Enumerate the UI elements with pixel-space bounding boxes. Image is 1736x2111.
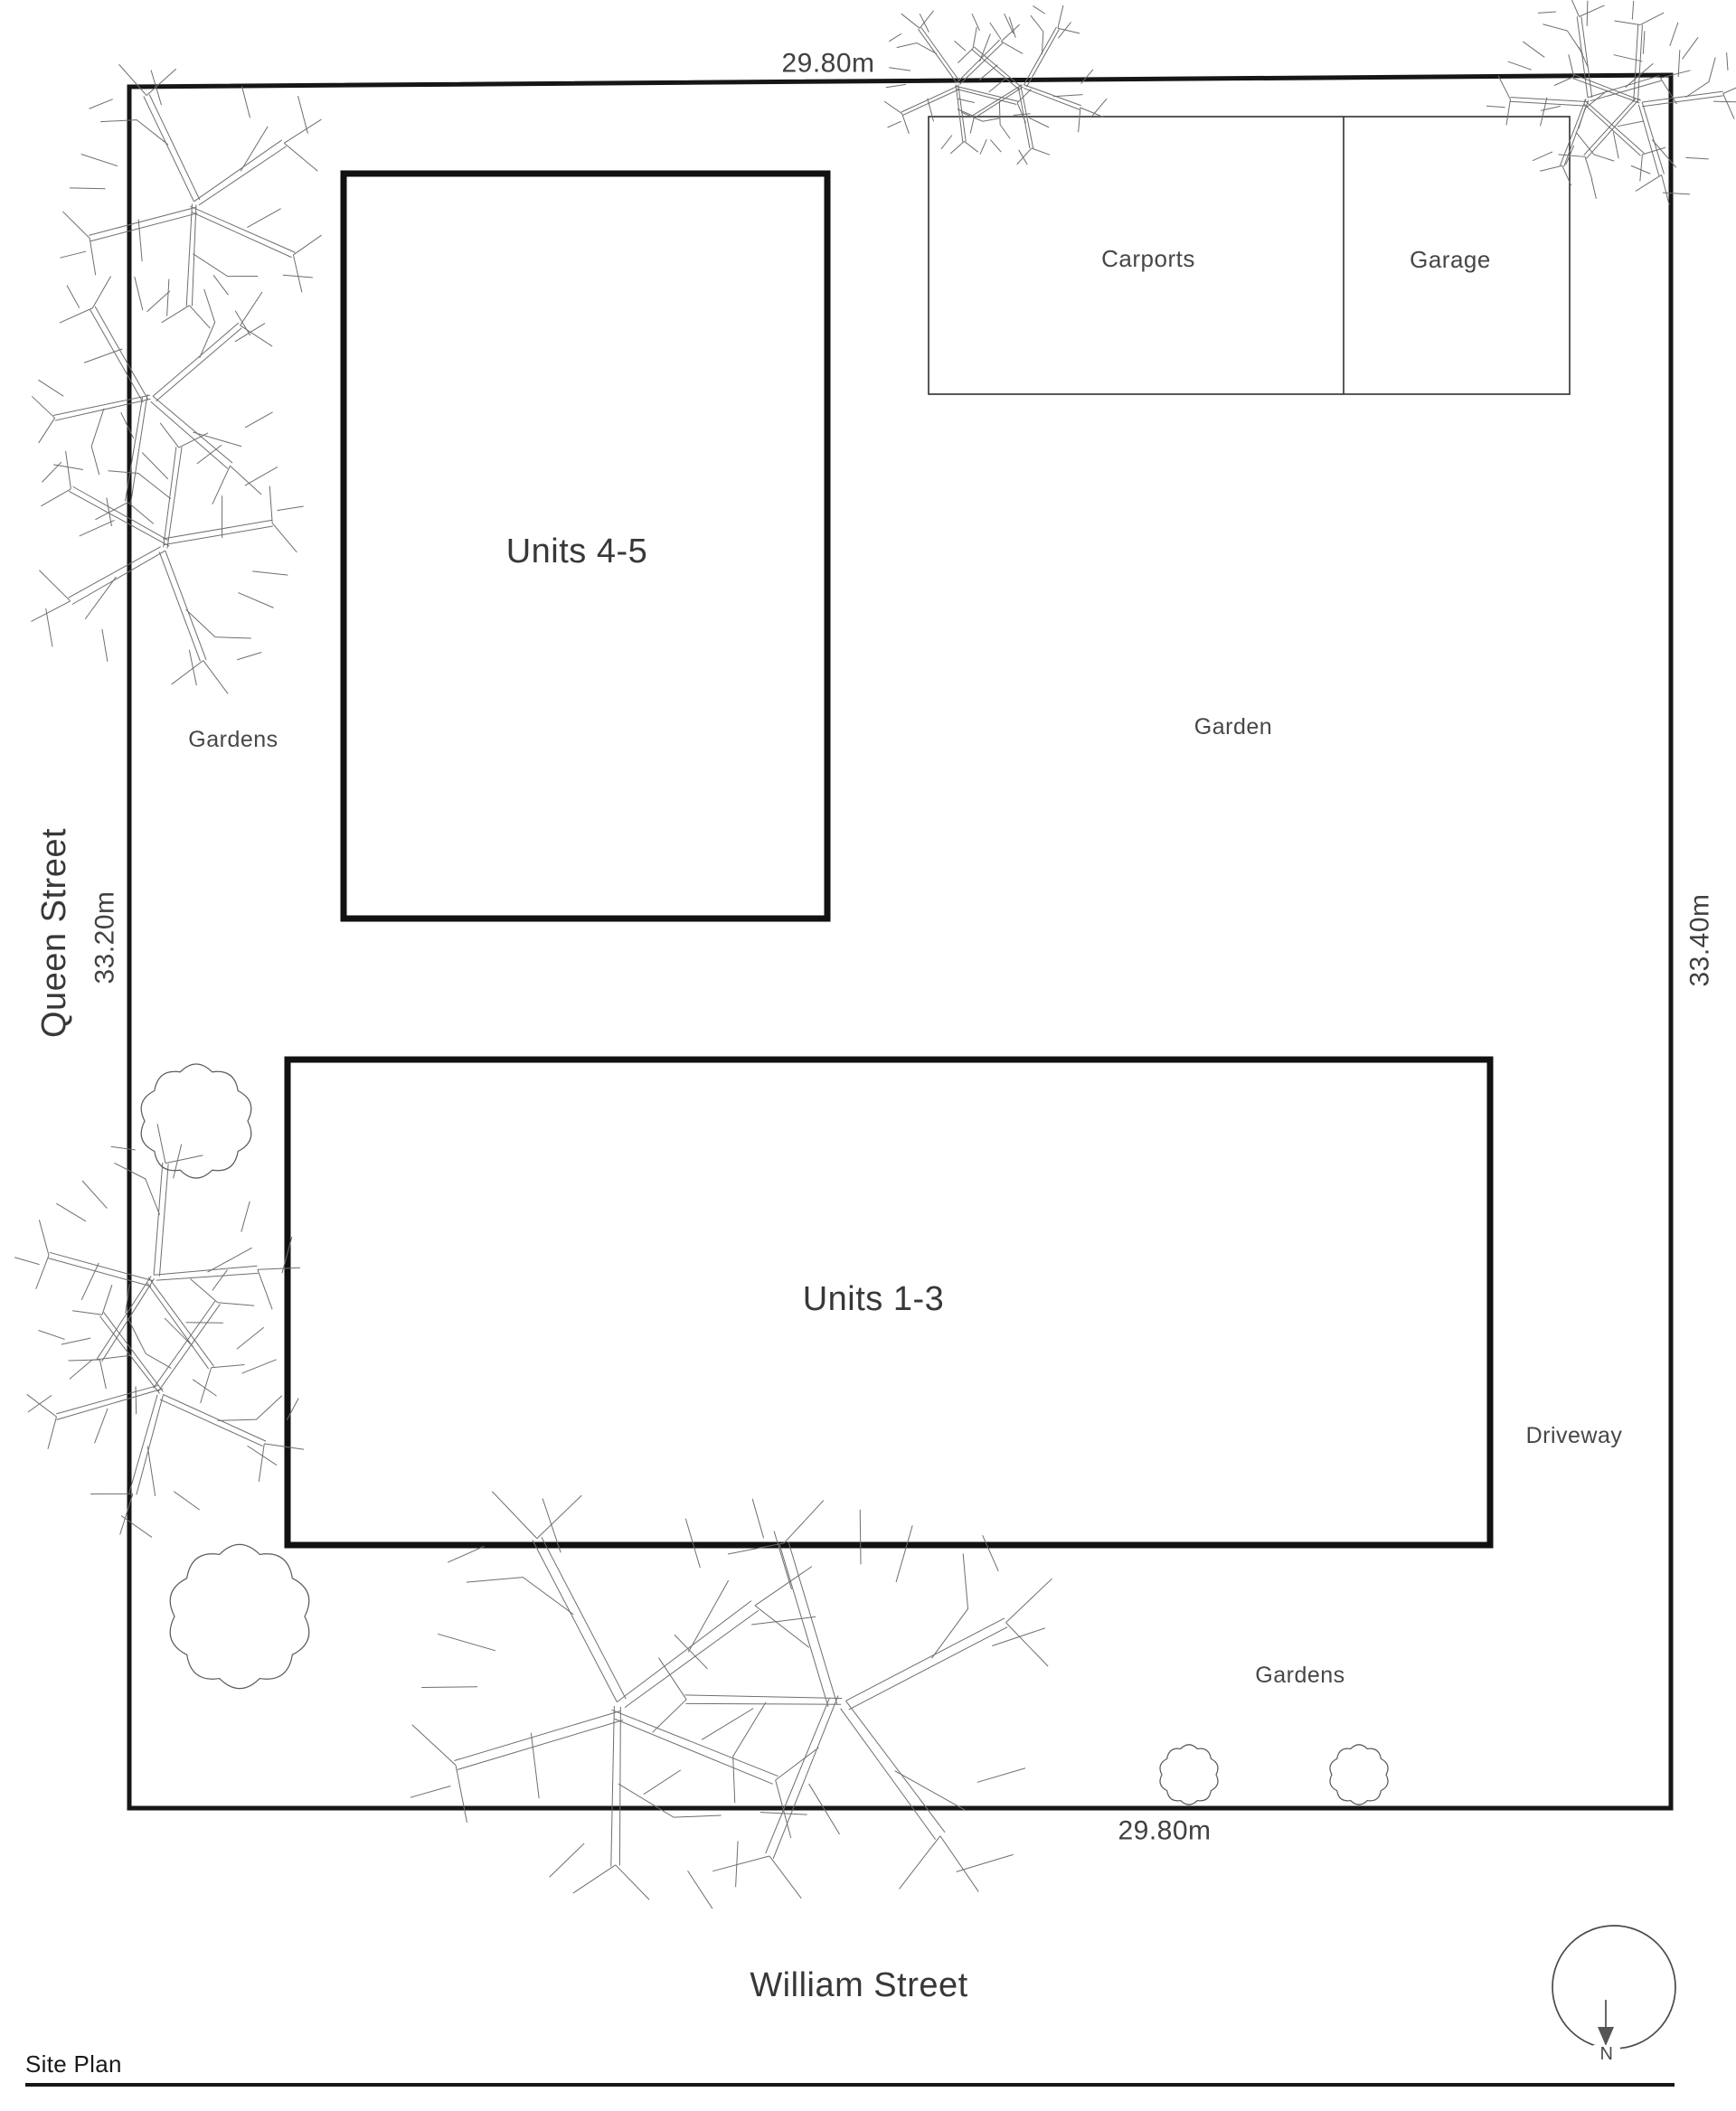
north-compass — [1552, 1926, 1675, 2065]
tree-icon — [0, 1229, 332, 1565]
garage-label: Garage — [1410, 246, 1491, 273]
shrub-icon — [1160, 1745, 1218, 1805]
shrub-icon — [170, 1544, 309, 1688]
garden-label: Garden — [1194, 714, 1273, 740]
tree-icon — [22, 263, 287, 533]
shrub-icon — [1330, 1745, 1388, 1805]
gardens-left-label: Gardens — [188, 727, 278, 752]
shrub-icon — [141, 1064, 251, 1178]
dimension-bottom-label: 29.80m — [1118, 1815, 1212, 1846]
units-1-3-label: Units 1-3 — [802, 1280, 945, 1318]
north-arrow-head — [1598, 2027, 1614, 2046]
tree-icon — [929, 0, 1121, 182]
william-street-label: William Street — [750, 1966, 968, 2004]
tree-icon — [47, 54, 346, 348]
page-title: Site Plan — [25, 2050, 122, 2078]
compass-circle — [1552, 1926, 1675, 2049]
tree-icon — [1522, 0, 1736, 225]
gardens-bottom-label: Gardens — [1255, 1663, 1345, 1688]
dimension-left-label: 33.20m — [90, 891, 120, 985]
queen-street-label: Queen Street — [35, 827, 73, 1039]
driveway-label: Driveway — [1525, 1423, 1623, 1448]
tree-icon — [5, 396, 321, 707]
dimension-right-label: 33.40m — [1684, 893, 1715, 987]
units-4-5-label: Units 4-5 — [505, 532, 648, 570]
dimension-top-label: 29.80m — [781, 48, 875, 79]
north-label: N — [1599, 2044, 1614, 2064]
carports-label: Carports — [1101, 245, 1195, 272]
